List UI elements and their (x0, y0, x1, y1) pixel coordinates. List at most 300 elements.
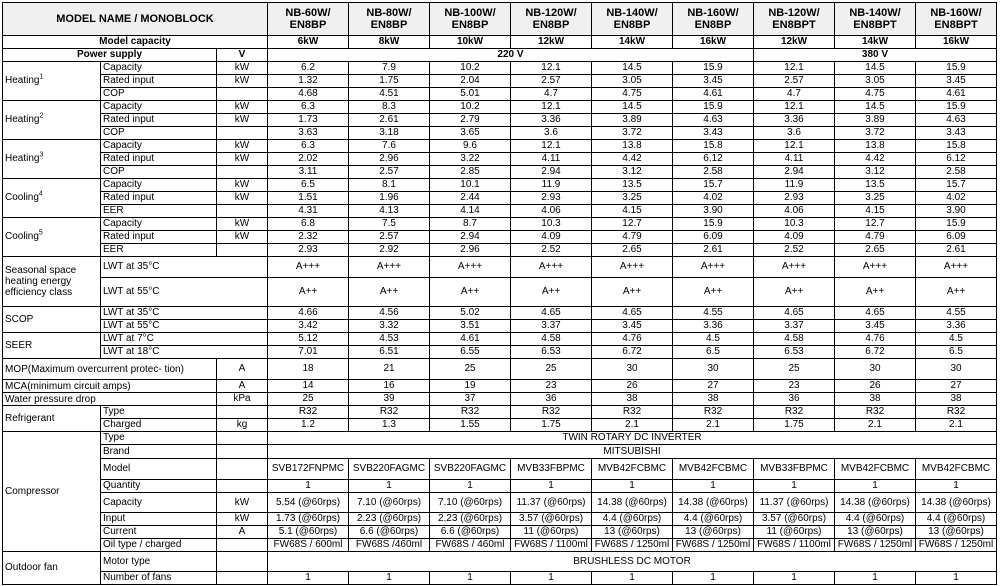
data-value: A++ (430, 278, 511, 307)
data-value: 4.13 (349, 205, 430, 218)
data-value: 4.15 (835, 205, 916, 218)
data-value: 3.11 (268, 166, 349, 179)
data-value: A+++ (430, 257, 511, 278)
spanning-value: BRUSHLESS DC MOTOR (268, 552, 997, 572)
data-value: 2.02 (268, 153, 349, 166)
data-value: 3.37 (754, 320, 835, 333)
data-value: 4.75 (835, 88, 916, 101)
data-value: 3.45 (835, 320, 916, 333)
data-value: 14.38 (@60rps) (592, 493, 673, 513)
data-value: 15.9 (673, 101, 754, 114)
data-value: 15.7 (673, 179, 754, 192)
data-value: 3.89 (835, 114, 916, 127)
performance-row (3, 192, 997, 205)
water-row (3, 393, 997, 406)
group-label (3, 218, 101, 257)
data-value: 4.53 (349, 333, 430, 346)
data-value: 25 (268, 393, 349, 406)
data-value: 1.96 (349, 192, 430, 205)
data-value: R32 (754, 406, 835, 419)
data-value: 3.90 (673, 205, 754, 218)
compressor-row (3, 445, 997, 459)
data-value: 23 (511, 380, 592, 393)
data-value: 3.63 (268, 127, 349, 140)
data-value: 4.75 (592, 88, 673, 101)
data-value: 2.04 (430, 75, 511, 88)
data-value: 4.06 (511, 205, 592, 218)
data-value: 2.96 (430, 244, 511, 257)
performance-row (3, 244, 997, 257)
group-label: Compressor (3, 432, 101, 552)
data-value: 6.2 (268, 62, 349, 75)
data-value: 30 (592, 359, 673, 380)
data-value: 12.1 (511, 62, 592, 75)
data-value: 4.4 (@60rps) (592, 513, 673, 526)
performance-row (3, 166, 997, 179)
performance-row (3, 88, 997, 101)
capacity-value: 10kW (430, 36, 511, 49)
data-value: 7.9 (349, 62, 430, 75)
param-label: COP (101, 88, 217, 101)
group-label (3, 140, 101, 179)
model-name: NB-140W/ EN8BPT (835, 3, 916, 36)
data-value: R32 (835, 406, 916, 419)
data-value: 3.43 (673, 127, 754, 140)
data-value: 2.93 (511, 192, 592, 205)
data-value: 4.02 (673, 192, 754, 205)
data-value: 6.3 (268, 140, 349, 153)
data-value: A+++ (592, 257, 673, 278)
data-value: 14.5 (835, 62, 916, 75)
data-value: 8.3 (349, 101, 430, 114)
compressor-row (3, 513, 997, 526)
model-name: NB-100W/ EN8BP (430, 3, 511, 36)
data-value: 2.57 (754, 75, 835, 88)
unit-cell: kW (217, 114, 268, 127)
data-value: 1.51 (268, 192, 349, 205)
data-value: FW68S / 1250ml (592, 539, 673, 552)
data-value: 12.1 (754, 101, 835, 114)
data-value: 14.38 (@60rps) (673, 493, 754, 513)
data-value: 3.36 (916, 320, 997, 333)
data-value: A+++ (673, 257, 754, 278)
data-value: 19 (430, 380, 511, 393)
param-label: Rated input (101, 114, 217, 127)
voltage-value: 220 V (268, 49, 754, 62)
data-value: 2.92 (349, 244, 430, 257)
unit-cell: A (217, 380, 268, 393)
data-value: 2.23 (@60rps) (430, 513, 511, 526)
data-value: 4.56 (349, 307, 430, 320)
data-value: 38 (673, 393, 754, 406)
data-value: 2.32 (268, 231, 349, 244)
data-value: 3.37 (511, 320, 592, 333)
unit-cell: kW (217, 231, 268, 244)
data-value: A+++ (511, 257, 592, 278)
unit-cell (217, 572, 268, 585)
data-value: 6.51 (349, 346, 430, 359)
performance-row (3, 114, 997, 127)
data-value: 2.96 (349, 153, 430, 166)
data-value: 3.89 (592, 114, 673, 127)
row-label: MOP(Maximum overcurrent protec- tion) (3, 359, 217, 380)
data-value: A++ (592, 278, 673, 307)
data-value: A+++ (268, 257, 349, 278)
data-value: 4.55 (673, 307, 754, 320)
data-value: 3.36 (673, 320, 754, 333)
data-value: 3.25 (835, 192, 916, 205)
group-label: Seasonal space heating energy efficiency class (3, 257, 101, 307)
data-value: 11 (@60rps) (754, 526, 835, 539)
param-label: COP (101, 166, 217, 179)
data-value: 4.51 (349, 88, 430, 101)
data-value: 4.61 (916, 88, 997, 101)
data-value: 7.5 (349, 218, 430, 231)
data-value: 2.61 (673, 244, 754, 257)
data-value: 18 (268, 359, 349, 380)
data-value: 13.8 (592, 140, 673, 153)
data-value: 4.65 (754, 307, 835, 320)
group-label: SEER (3, 333, 101, 359)
footnote-marker: 4 (38, 190, 43, 198)
data-value: 4.31 (268, 205, 349, 218)
data-value: FW68S / 1100ml (754, 539, 835, 552)
data-value: 4.65 (592, 307, 673, 320)
param-label: Capacity (101, 140, 217, 153)
data-value: 2.57 (349, 231, 430, 244)
data-value: 4.4 (@60rps) (835, 513, 916, 526)
data-value: 4.65 (511, 307, 592, 320)
data-value: A++ (835, 278, 916, 307)
data-value: A+++ (349, 257, 430, 278)
data-value: 9.6 (430, 140, 511, 153)
data-value: 16 (349, 380, 430, 393)
data-value: 1 (511, 480, 592, 493)
table-title: MODEL NAME / MONOBLOCK (3, 3, 268, 36)
param-label: Capacity (101, 493, 217, 513)
data-value: 3.6 (754, 127, 835, 140)
data-value: 3.45 (592, 320, 673, 333)
data-value: 3.05 (592, 75, 673, 88)
data-value: 6.5 (268, 179, 349, 192)
compressor-row (3, 459, 997, 480)
data-value: A++ (754, 278, 835, 307)
data-value: 26 (592, 380, 673, 393)
data-value: 3.36 (754, 114, 835, 127)
data-value: 1.75 (754, 419, 835, 432)
compressor-row (3, 493, 997, 513)
unit-cell (217, 539, 268, 552)
param-label: Charged (101, 419, 217, 432)
unit-cell (217, 88, 268, 101)
data-value: 3.57 (@60rps) (511, 513, 592, 526)
param-label: COP (101, 127, 217, 140)
data-value: 1 (349, 480, 430, 493)
group-label-text: Cooling (5, 231, 39, 242)
footnote-marker: 2 (39, 112, 44, 120)
unit-cell: kg (217, 419, 268, 432)
data-value: 2.23 (@60rps) (349, 513, 430, 526)
data-value: 36 (511, 393, 592, 406)
data-value: 7.10 (@60rps) (349, 493, 430, 513)
unit-cell: kW (217, 493, 268, 513)
data-value: 1 (673, 572, 754, 585)
data-value: 3.12 (592, 166, 673, 179)
spanning-value: MITSUBISHI (268, 445, 997, 459)
data-value: 11.9 (511, 179, 592, 192)
data-value: 25 (754, 359, 835, 380)
refrigerant-row (3, 406, 997, 419)
data-value: 4.61 (673, 88, 754, 101)
performance-row (3, 101, 997, 114)
data-value: 30 (835, 359, 916, 380)
data-value: MVB42FCBMC (592, 459, 673, 480)
param-label: Number of fans (101, 572, 217, 585)
param-label: Rated input (101, 75, 217, 88)
param-label: Oil type / charged (101, 539, 217, 552)
data-value: 13.5 (835, 179, 916, 192)
unit-cell: kPa (217, 393, 268, 406)
data-value: 14 (268, 380, 349, 393)
voltage-value: 380 V (754, 49, 997, 62)
data-value: 2.61 (349, 114, 430, 127)
unit-cell (217, 406, 268, 419)
data-value: 2.94 (754, 166, 835, 179)
unit-cell (217, 205, 268, 218)
scop-row (3, 307, 997, 320)
performance-row (3, 140, 997, 153)
data-value: 3.72 (835, 127, 916, 140)
model-name: NB-160W/ EN8BPT (916, 3, 997, 36)
data-value: 10.2 (430, 101, 511, 114)
data-value: 2.94 (511, 166, 592, 179)
data-value: 3.18 (349, 127, 430, 140)
data-value: 1 (673, 480, 754, 493)
data-value: 6.09 (916, 231, 997, 244)
mop-row (3, 359, 997, 380)
data-value: 4.02 (916, 192, 997, 205)
data-value: SVB220FAGMC (349, 459, 430, 480)
compressor-row (3, 480, 997, 493)
data-value: 25 (511, 359, 592, 380)
data-value: 13 (@60rps) (673, 526, 754, 539)
data-value: 11.37 (@60rps) (754, 493, 835, 513)
data-value: 1.75 (511, 419, 592, 432)
data-value: A+++ (835, 257, 916, 278)
data-value: 1.75 (349, 75, 430, 88)
data-value: FW68S / 460ml (430, 539, 511, 552)
data-value: 3.45 (916, 75, 997, 88)
data-value: 3.36 (511, 114, 592, 127)
data-value: 1 (754, 572, 835, 585)
data-value: 4.42 (592, 153, 673, 166)
data-value: 2.1 (835, 419, 916, 432)
data-value: 2.61 (916, 244, 997, 257)
data-value: 1 (349, 572, 430, 585)
data-value: 2.79 (430, 114, 511, 127)
data-value: 4.4 (@60rps) (916, 513, 997, 526)
refrigerant-row (3, 419, 997, 432)
data-value: 3.6 (511, 127, 592, 140)
performance-row (3, 153, 997, 166)
model-name: NB-120W/ EN8BP (511, 3, 592, 36)
data-value: 15.9 (916, 62, 997, 75)
data-value: 4.61 (430, 333, 511, 346)
data-value: 4.76 (592, 333, 673, 346)
unit-cell (217, 244, 268, 257)
unit-cell (217, 459, 268, 480)
data-value: R32 (430, 406, 511, 419)
data-value: 21 (349, 359, 430, 380)
group-label: Refrigerant (3, 406, 101, 432)
data-value: 1 (592, 572, 673, 585)
data-value: 2.1 (916, 419, 997, 432)
row-label: MCA(minimum circuit amps) (3, 380, 217, 393)
unit-cell: kW (217, 218, 268, 231)
data-value: 4.09 (754, 231, 835, 244)
model-name: NB-120W/ EN8BPT (754, 3, 835, 36)
param-label: Type (101, 432, 217, 445)
data-value: 6.55 (430, 346, 511, 359)
data-value: 6.5 (916, 346, 997, 359)
data-value: 6.6 (@60rps) (430, 526, 511, 539)
data-value: 13 (@60rps) (592, 526, 673, 539)
data-value: 11.37 (@60rps) (511, 493, 592, 513)
data-value: A++ (511, 278, 592, 307)
capacity-value: 16kW (916, 36, 997, 49)
data-value: 2.44 (430, 192, 511, 205)
data-value: 1.32 (268, 75, 349, 88)
performance-row (3, 75, 997, 88)
data-value: 1.73 (@60rps) (268, 513, 349, 526)
data-value: 4.55 (916, 307, 997, 320)
param-label: Quantity (101, 480, 217, 493)
data-value: 15.9 (916, 218, 997, 231)
data-value: 25 (430, 359, 511, 380)
capacity-value: 8kW (349, 36, 430, 49)
data-value: 2.58 (916, 166, 997, 179)
group-label: SCOP (3, 307, 101, 333)
data-value: 8.1 (349, 179, 430, 192)
data-value: 30 (916, 359, 997, 380)
unit-cell (217, 552, 268, 572)
data-value: R32 (916, 406, 997, 419)
model-name: NB-160W/ EN8BP (673, 3, 754, 36)
unit-cell (217, 480, 268, 493)
data-value: 2.1 (592, 419, 673, 432)
data-value: R32 (268, 406, 349, 419)
data-value: 23 (754, 380, 835, 393)
performance-row (3, 179, 997, 192)
scop-row (3, 320, 997, 333)
data-value: 5.02 (430, 307, 511, 320)
param-label: EER (101, 205, 217, 218)
unit-cell: kW (217, 153, 268, 166)
performance-row (3, 205, 997, 218)
data-value: 2.52 (754, 244, 835, 257)
data-value: 4.5 (673, 333, 754, 346)
data-value: FW68S / 1250ml (916, 539, 997, 552)
data-value: 2.65 (592, 244, 673, 257)
data-value: 7.10 (@60rps) (430, 493, 511, 513)
data-value: R32 (673, 406, 754, 419)
data-value: 6.09 (673, 231, 754, 244)
capacity-value: 12kW (754, 36, 835, 49)
data-value: 3.43 (916, 127, 997, 140)
compressor-row (3, 539, 997, 552)
data-value: 38 (592, 393, 673, 406)
unit-cell: kW (217, 192, 268, 205)
data-value: 3.12 (835, 166, 916, 179)
data-value: 14.38 (@60rps) (835, 493, 916, 513)
data-value: 6.72 (835, 346, 916, 359)
group-label-text: Heating (5, 75, 40, 86)
data-value: 4.63 (673, 114, 754, 127)
data-value: 7.01 (268, 346, 349, 359)
data-value: 4.65 (835, 307, 916, 320)
capacity-value: 14kW (835, 36, 916, 49)
data-value: 1.2 (268, 419, 349, 432)
param-label: Rated input (101, 192, 217, 205)
data-value: 1 (916, 480, 997, 493)
data-value: 2.85 (430, 166, 511, 179)
data-value: 2.57 (511, 75, 592, 88)
group-label (3, 62, 101, 101)
data-value: SVB220FAGMC (430, 459, 511, 480)
data-value: A++ (268, 278, 349, 307)
param-label: LWT at 35°C (101, 307, 268, 320)
data-value: 12.7 (592, 218, 673, 231)
data-value: 2.1 (673, 419, 754, 432)
param-label: Capacity (101, 179, 217, 192)
data-value: 26 (835, 380, 916, 393)
seasonal-row (3, 278, 997, 307)
data-value: 13 (@60rps) (835, 526, 916, 539)
data-value: 36 (754, 393, 835, 406)
data-value: 3.65 (430, 127, 511, 140)
param-label: Rated input (101, 231, 217, 244)
data-value: FW68S / 1250ml (673, 539, 754, 552)
footnote-marker: 3 (39, 151, 44, 159)
model-capacity-row (3, 36, 997, 49)
data-value: 4.7 (754, 88, 835, 101)
data-value: 13.8 (835, 140, 916, 153)
data-value: 2.52 (511, 244, 592, 257)
param-label: Input (101, 513, 217, 526)
row-label: Model capacity (3, 36, 268, 49)
data-value: 5.01 (430, 88, 511, 101)
seer-row (3, 346, 997, 359)
seasonal-row (3, 257, 997, 278)
data-value: 4.58 (511, 333, 592, 346)
data-value: 4.7 (511, 88, 592, 101)
data-value: 1.3 (349, 419, 430, 432)
data-value: 2.65 (835, 244, 916, 257)
unit-cell (217, 166, 268, 179)
data-value: 3.22 (430, 153, 511, 166)
data-value: 4.11 (754, 153, 835, 166)
data-value: 1 (592, 480, 673, 493)
data-value: 10.3 (754, 218, 835, 231)
unit-cell: A (217, 359, 268, 380)
data-value: 1 (835, 572, 916, 585)
data-value: 4.4 (@60rps) (673, 513, 754, 526)
row-label: Water pressure drop (3, 393, 217, 406)
compressor-row (3, 432, 997, 445)
data-value: 3.25 (592, 192, 673, 205)
data-value: 6.3 (268, 101, 349, 114)
capacity-value: 12kW (511, 36, 592, 49)
